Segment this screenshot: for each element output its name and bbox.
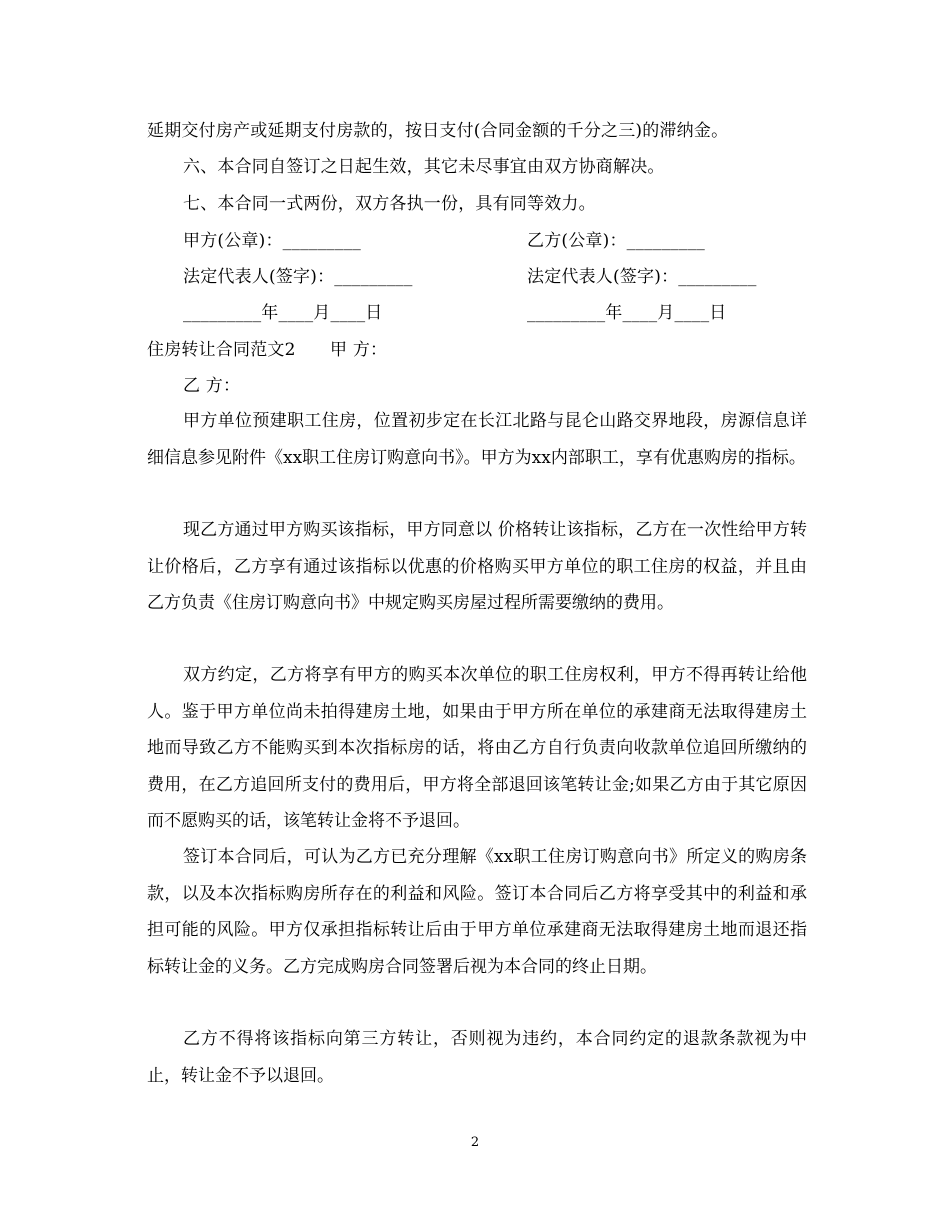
party-b-representative: 法定代表人(签字)：_________ [527, 267, 757, 287]
paragraph: 现乙方通过甲方购买该指标，甲方同意以 价格转让该指标，乙方在一次性给甲方转让价格后，乙方享有通过该指标以优惠的价格购买甲方单位的职工住房的权益，并且由乙方负责《住房订购意向书》中规定购买房屋过程所需要缴纳的费用。 [147, 520, 807, 613]
party-b-seal: 乙方(公章)：_________ [527, 231, 705, 251]
party-b-label: 乙 方： [183, 376, 241, 396]
paragraph: 甲方单位预建职工住房，位置初步定在长江北路与昆仑山路交界地段，房源信息详细信息参见附件《xx职工住房订购意向书》。甲方为xx内部职工，享有优惠购房的指标。 [147, 411, 807, 468]
paragraph: 签订本合同后，可认为乙方已充分理解《xx职工住房订购意向书》所定义的购房条款，以及本次指标购房所存在的利益和风险。签订本合同后乙方将享受其中的利益和承担可能的风险。甲方仅承担指标转让后由于甲方单位承建商无法取得建房土地而退还指标转让金的义务。乙方完成购房合同签署后视为本合同的终止日期。 [147, 847, 807, 977]
page-number: 2 [470, 1135, 480, 1150]
clause-six: 六、本合同自签订之日起生效，其它未尽事宜由双方协商解决。 [183, 157, 665, 177]
text-line: 延期交付房产或延期支付房款的，按日支付(合同金额的千分之三)的滞纳金。 [147, 121, 729, 141]
paragraph: 双方约定，乙方将享有甲方的购买本次单位的职工住房权利，甲方不得再转让给他人。鉴于甲方单位尚未拍得建房土地，如果由于甲方所在单位的承建商无法取得建房土地而导致乙方不能购买到本次指标房的话，将由乙方自行负责向收款单位追回所缴纳的费用，在乙方追回所支付的费用后，甲方将全部退回该笔转让金;如果乙方由于其它原因而不愿购买的话，该笔转让金将不予退回。 [147, 665, 807, 831]
party-a-representative: 法定代表人(签字)：_________ [183, 267, 413, 287]
party-b-date: _________年____月____日 [527, 303, 727, 323]
section-title: 住房转让合同范文2 甲 方： [147, 340, 388, 360]
party-a-seal: 甲方(公章)：_________ [183, 231, 361, 251]
clause-seven: 七、本合同一式两份，双方各执一份，具有同等效力。 [183, 194, 596, 214]
party-a-date: _________年____月____日 [183, 303, 383, 323]
paragraph: 乙方不得将该指标向第三方转让，否则视为违约，本合同约定的退款条款视为中止，转让金不予以退回。 [147, 1029, 807, 1086]
